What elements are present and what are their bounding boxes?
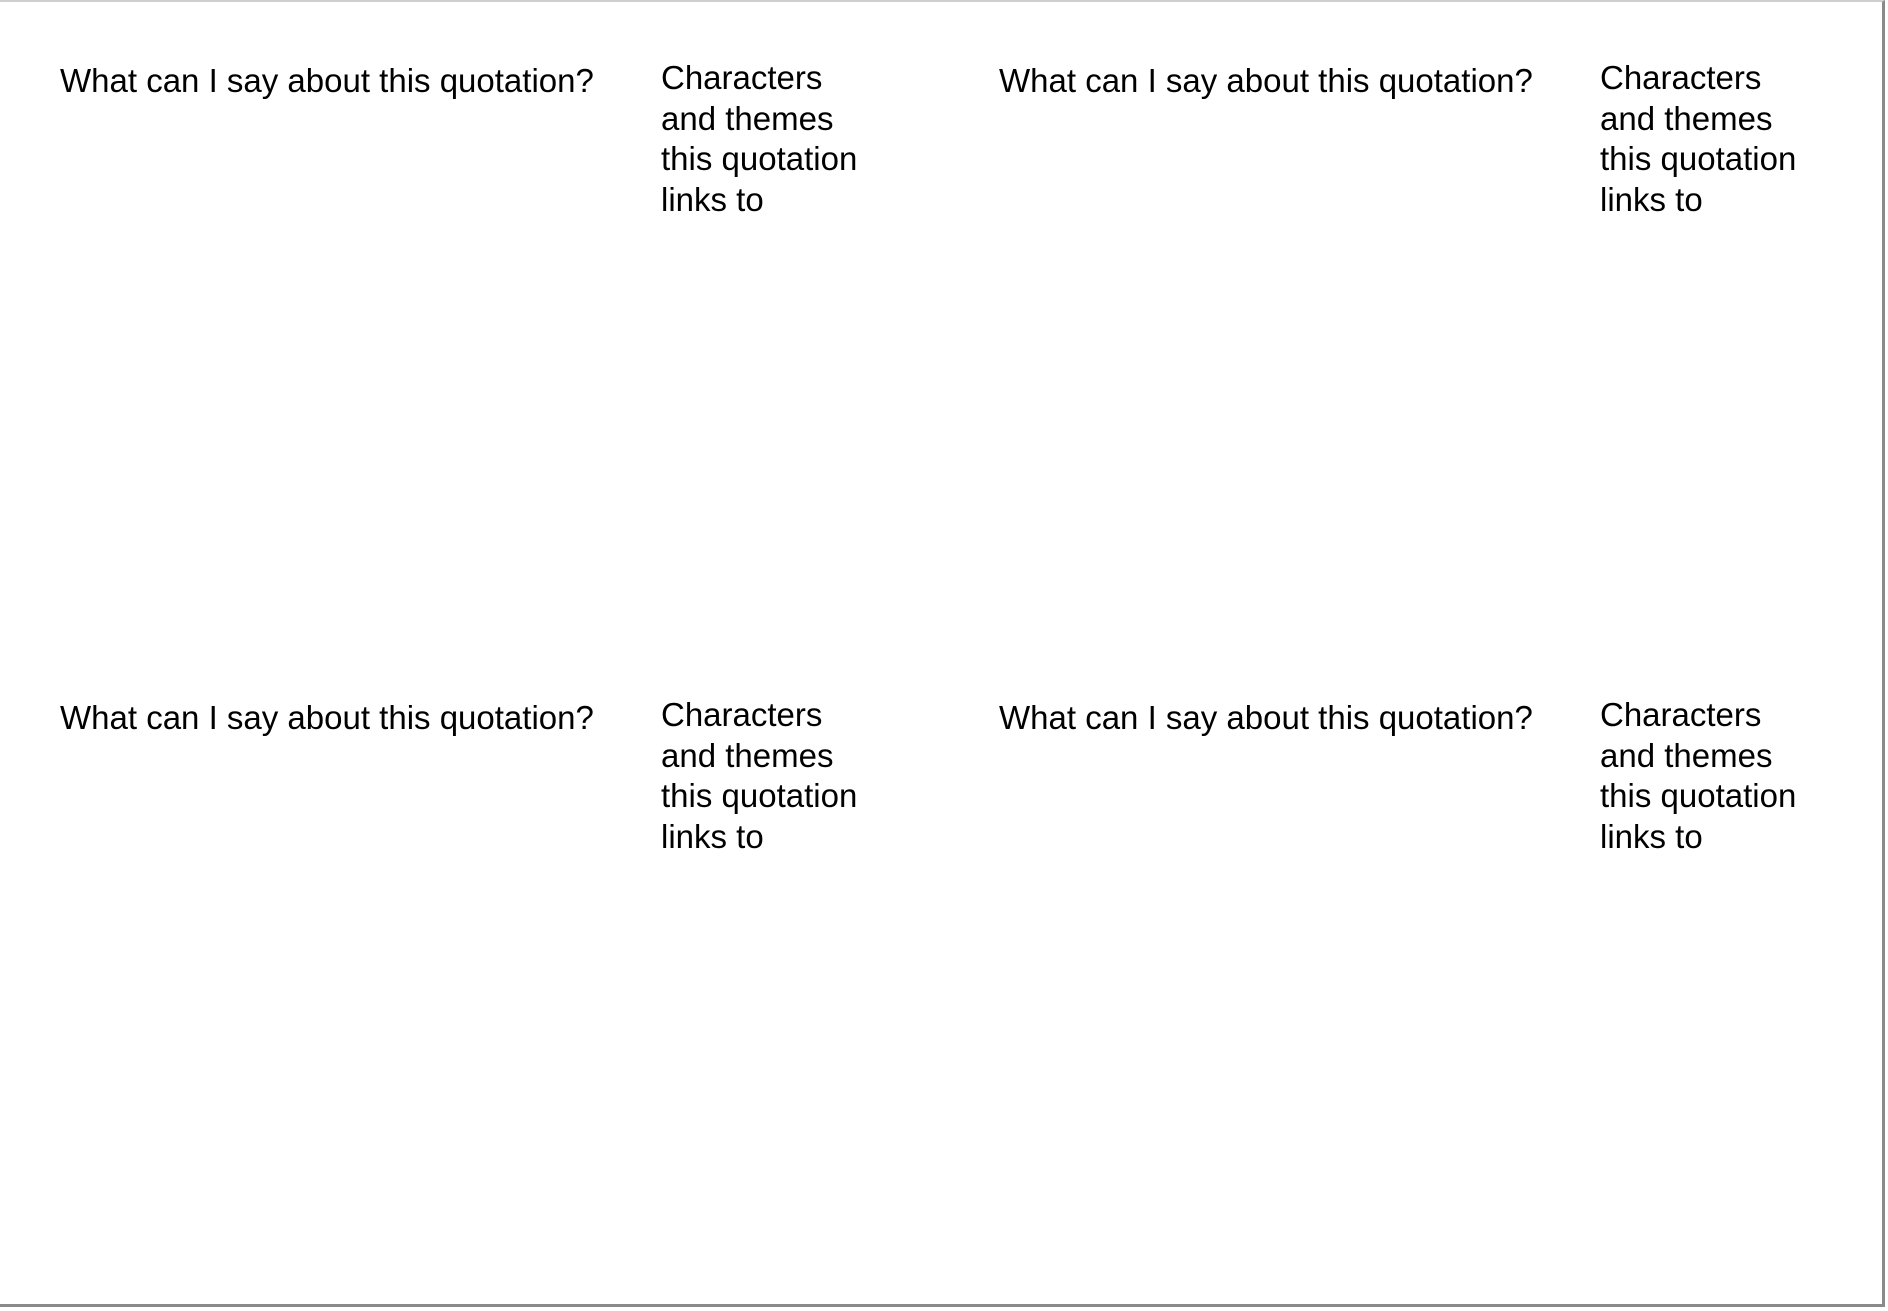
- quotation-prompt: What can I say about this quotation?: [999, 699, 1533, 736]
- quotation-prompt: What can I say about this quotation?: [60, 62, 594, 99]
- label-line: Characters: [661, 59, 823, 96]
- label-line: this quotation: [1600, 777, 1797, 814]
- label-line: links to: [661, 817, 764, 855]
- label-line: links to: [661, 180, 764, 218]
- characters-themes-label: [1600, 695, 1830, 857]
- label-line: and themes: [661, 736, 834, 774]
- characters-themes-label: [1600, 58, 1830, 220]
- label-line: and themes: [1600, 99, 1773, 137]
- label-line: links to: [1600, 180, 1703, 218]
- label-line: Characters: [661, 696, 823, 733]
- label-line: and themes: [661, 99, 834, 137]
- quotation-card: [999, 58, 1888, 658]
- quotation-card: [60, 58, 960, 658]
- characters-themes-label: [661, 58, 891, 220]
- label-line: this quotation: [661, 140, 858, 177]
- quotation-prompt: What can I say about this quotation?: [999, 62, 1533, 99]
- quotation-prompt: What can I say about this quotation?: [60, 699, 594, 736]
- label-line: this quotation: [661, 777, 858, 814]
- label-line: Characters: [1600, 59, 1762, 96]
- quotation-card: [999, 695, 1888, 1295]
- label-line: Characters: [1600, 696, 1762, 733]
- label-line: links to: [1600, 817, 1703, 855]
- quotation-card: [60, 695, 960, 1295]
- characters-themes-label: [661, 695, 891, 857]
- label-line: this quotation: [1600, 140, 1797, 177]
- label-line: and themes: [1600, 736, 1773, 774]
